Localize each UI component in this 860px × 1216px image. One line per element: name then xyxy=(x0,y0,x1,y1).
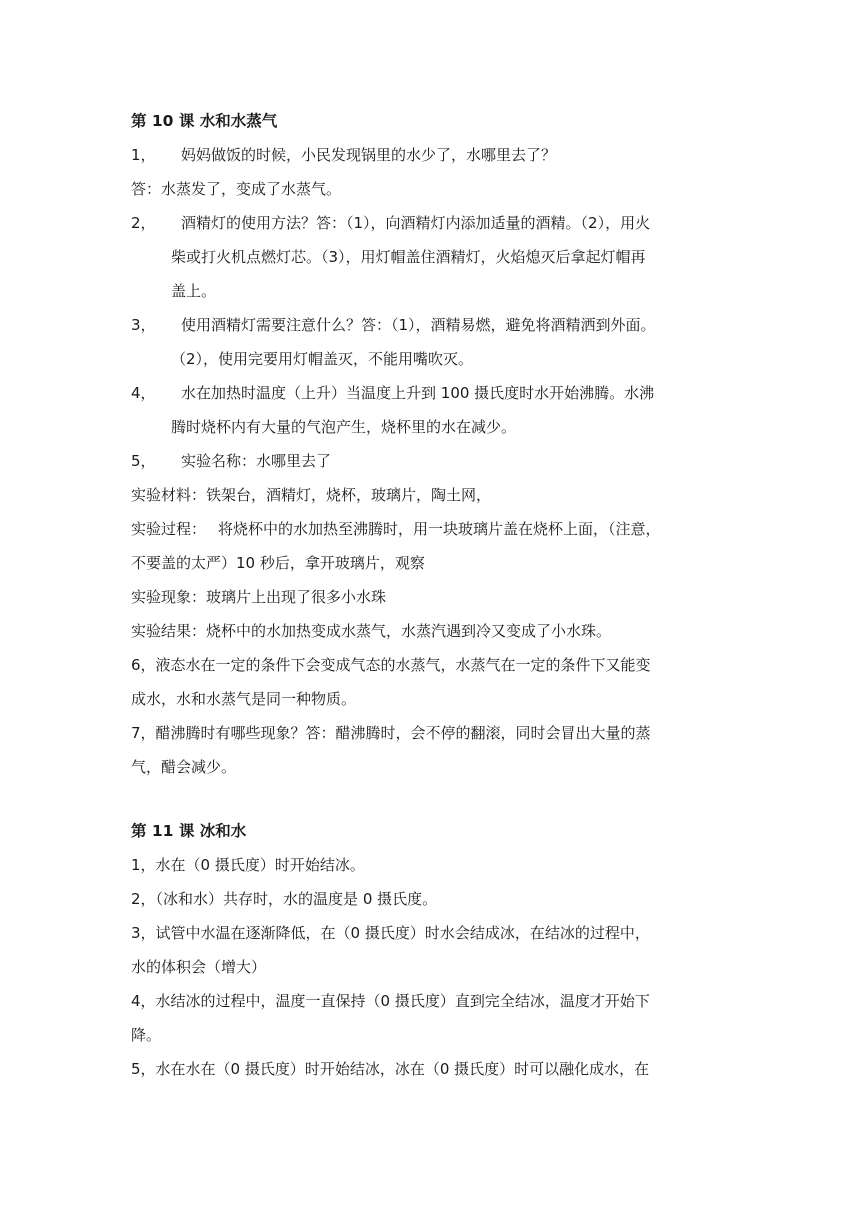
lesson-10-title: 第 10 课 水和水蒸气 xyxy=(131,112,278,130)
question-2-number: 2， xyxy=(131,214,156,232)
experiment-result: 实验结果：烧杯中的水加热变成水蒸气，水蒸汽遇到冷又变成了小水珠。 xyxy=(131,622,612,640)
question-3-line-2: （2），使用完要用灯帽盖灭，不能用嘴吹灭。 xyxy=(171,350,474,368)
experiment-process-line-2: 不要盖的太严）10 秒后，拿开玻璃片，观察 xyxy=(131,554,425,572)
question-3-number: 3， xyxy=(131,316,156,334)
l11-point-4-line-2: 降。 xyxy=(131,1026,162,1044)
question-3 xyxy=(131,308,731,342)
l11-point-1: 1，水在（0 摄氏度）时开始结冰。 xyxy=(131,856,365,874)
point-7-line-1: 7，醋沸腾时有哪些现象？答：醋沸腾时，会不停的翻滚，同时会冒出大量的蒸 xyxy=(131,724,651,742)
lesson-11-title: 第 11 课 冰和水 xyxy=(131,822,247,840)
question-5-text: 实验名称：水哪里去了 xyxy=(181,452,332,470)
experiment-process-label: 实验过程： xyxy=(131,520,207,538)
l11-point-2: 2，（冰和水）共存时，水的温度是 0 摄氏度。 xyxy=(131,890,438,908)
question-2-line-1: 酒精灯的使用方法？答：（1），向酒精灯内添加适量的酒精。（2），用火 xyxy=(181,214,651,232)
question-5-number: 5， xyxy=(131,452,156,470)
l11-point-3-line-2: 水的体积会（增大） xyxy=(131,958,267,976)
experiment-phenomenon: 实验现象：玻璃片上出现了很多小水珠 xyxy=(131,588,387,606)
experiment-process xyxy=(131,512,731,546)
experiment-materials: 实验材料：铁架台，酒精灯，烧杯，玻璃片，陶土网， xyxy=(131,486,492,504)
question-1-text: 妈妈做饭的时候，小民发现锅里的水少了，水哪里去了？ xyxy=(181,146,557,164)
question-2-line-2: 柴或打火机点燃灯芯。（3），用灯帽盖住酒精灯，火焰熄灭后拿起灯帽再 xyxy=(171,248,646,266)
lesson-11-section xyxy=(131,814,731,1086)
point-7-line-2: 气，醋会减少。 xyxy=(131,758,237,776)
l11-point-4-line-1: 4，水结冰的过程中，温度一直保持（0 摄氏度）直到完全结冰，温度才开始下 xyxy=(131,992,650,1010)
question-4 xyxy=(131,376,731,410)
l11-point-5-line-1: 5，水在水在（0 摄氏度）时开始结冰，冰在（0 摄氏度）时可以融化成水，在 xyxy=(131,1060,650,1078)
point-6-line-1: 6，液态水在一定的条件下会变成气态的水蒸气，水蒸气在一定的条件下又能变 xyxy=(131,656,651,674)
question-1 xyxy=(131,138,731,172)
question-4-number: 4， xyxy=(131,384,156,402)
lesson-10-section xyxy=(131,104,731,784)
point-6-line-2: 成水，水和水蒸气是同一种物质。 xyxy=(131,690,357,708)
question-1-number: 1， xyxy=(131,146,156,164)
l11-point-3-line-1: 3，试管中水温在逐渐降低，在（0 摄氏度）时水会结成冰，在结冰的过程中， xyxy=(131,924,650,942)
experiment-process-line-1: 将烧杯中的水加热至沸腾时，用一块玻璃片盖在烧杯上面，（注意， xyxy=(218,520,661,538)
question-4-line-2: 腾时烧杯内有大量的气泡产生，烧杯里的水在减少。 xyxy=(171,418,517,436)
question-5 xyxy=(131,444,731,478)
question-3-line-1: 使用酒精灯需要注意什么？答：（1），酒精易燃，避免将酒精洒到外面。 xyxy=(181,316,656,334)
answer-1: 答：水蒸发了，变成了水蒸气。 xyxy=(131,180,342,198)
question-2 xyxy=(131,206,731,240)
question-4-line-1: 水在加热时温度（上升）当温度上升到 100 摄氏度时水开始沸腾。水沸 xyxy=(181,384,655,402)
question-2-line-3: 盖上。 xyxy=(171,282,217,300)
